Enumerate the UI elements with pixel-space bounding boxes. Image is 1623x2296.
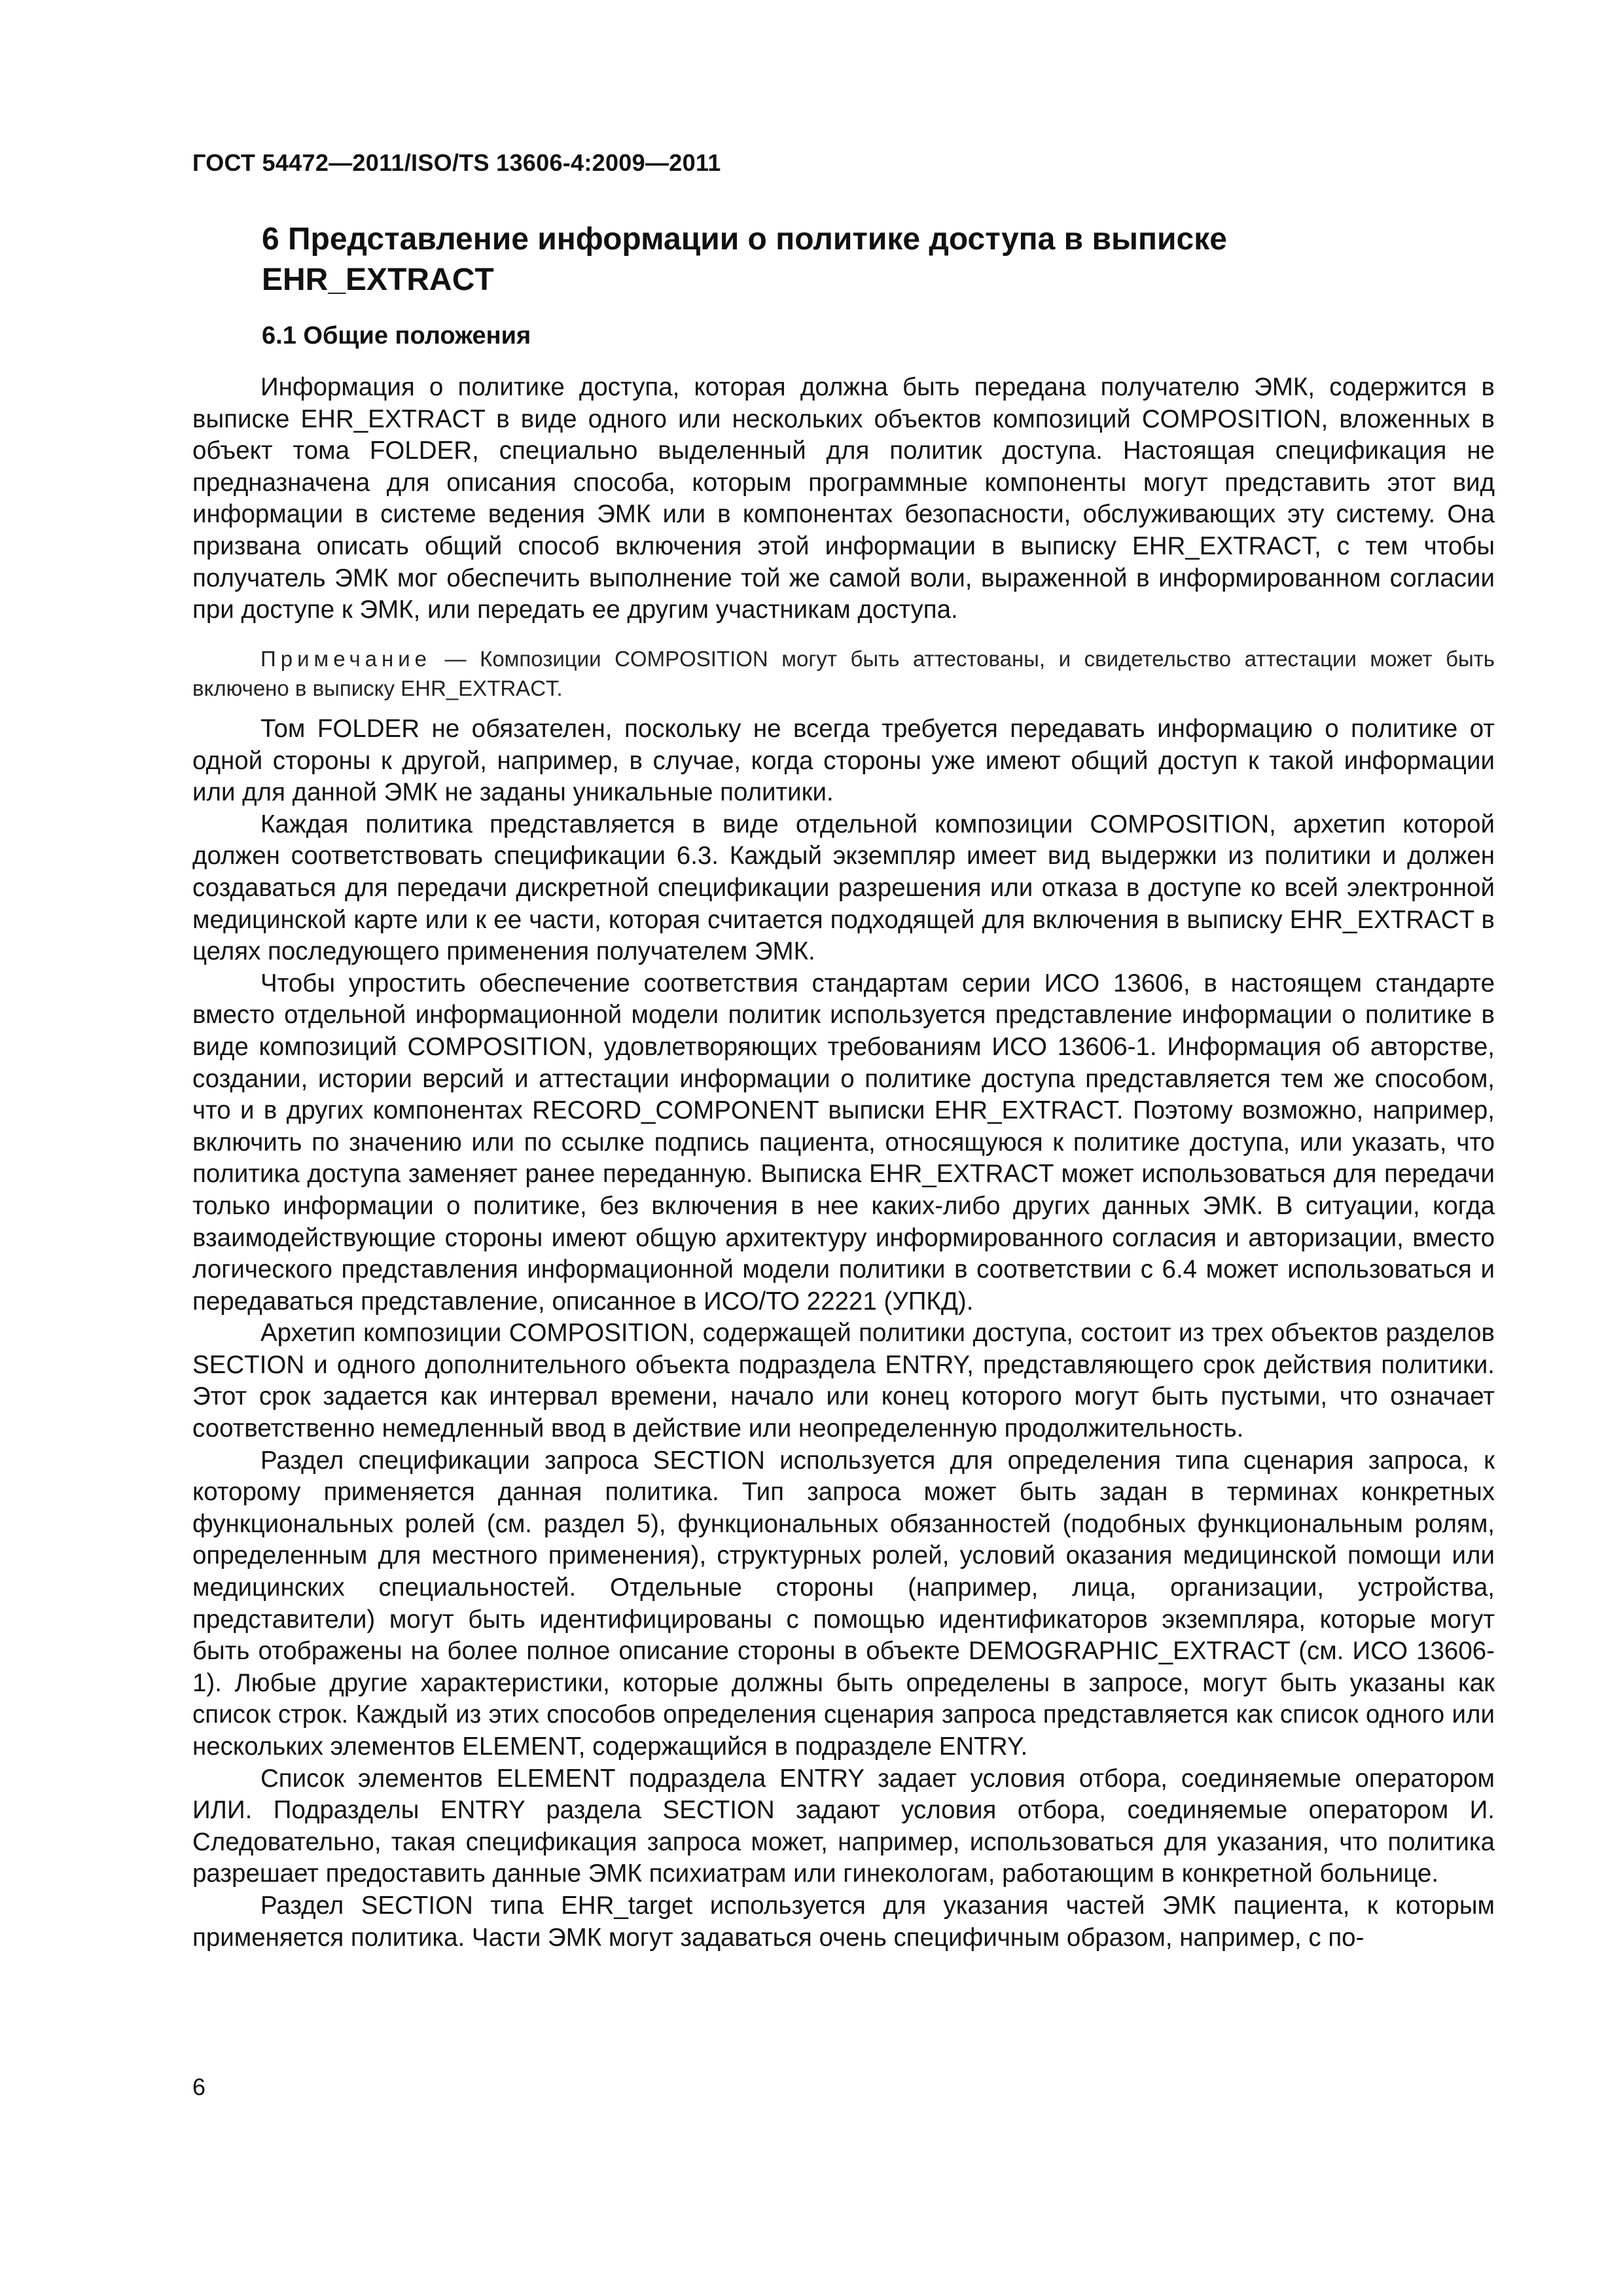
paragraph-3: Каждая политика представляется в виде отдельной композиции COMPOSITION, архетип которой должен соответствовать спецификации 6.3. Каждый экземпляр имеет вид выдержки из политики и должен создаваться для передачи дискретной спецификации разрешения или отказа в доступе ко всей электронной медицинской карте или к ее части, которая считается подходящей для включения в выписку EHR_EXTRACT в целях последующего применения получателем ЭМК. <box>192 810 1495 966</box>
subsection-title: 6.1 Общие положения <box>262 322 531 350</box>
note-paragraph <box>192 644 1495 703</box>
paragraph-5: Архетип композиции COMPOSITION, содержащей политики доступа, состоит из трех объектов разделов SECTION и одного дополнительного объекта подраздела ENTRY, представляющего срок действия политики. Этот срок задается как интервал времени, начало или конец которого могут быть пустыми, что означает соответственно немедленный ввод в действие или неопределенную продолжительность. <box>192 1319 1495 1443</box>
paragraph-8: Раздел SECTION типа EHR_target используется для указания частей ЭМК пациента, к которым применяется политика. Части ЭМК могут задаваться очень специфичным образом, например, с по- <box>192 1891 1495 1952</box>
intro-block <box>192 372 1495 626</box>
document-code-header: ГОСТ 54472—2011/ISO/TS 13606-4:2009—2011 <box>192 149 721 176</box>
main-text-block <box>192 713 1495 1954</box>
note-text: — Композиции COMPOSITION могут быть аттестованы, и свидетельство аттестации может быть включено в выписку EHR_EXTRACT. <box>192 647 1495 700</box>
section-title: 6 Представление информации о политике доступа в выписке EHR_EXTRACT <box>262 222 1227 297</box>
paragraph-6: Раздел спецификации запроса SECTION используется для определения типа сценария запроса, к которому применяется данная политика. Тип запроса может быть задан в терминах конкретных функциональных ролей (см. раздел 5), функциональных обязанностей (подобных функциональным ролям, определенным для местного применения), структурных ролей, условий оказания медицинской помощи или медицинских специальностей. Отдельные стороны (например, лица, организации, устройства, представители) могут быть идентифицированы с помощью идентификаторов экземпляра, которые могут быть отображены на более полное описание стороны в объекте DEMOGRAPHIC_EXTRACT (см. ИСО 13606-1). Любые другие характеристики, которые должны быть определены в запросе, могут быть указаны как список строк. Каждый из этих способов определения сценария запроса представляется как список одного или нескольких элементов ELEMENT, содержащийся в подразделе ENTRY. <box>192 1446 1495 1761</box>
page-number: 6 <box>192 2073 206 2100</box>
note-label: Примечание <box>260 647 432 671</box>
paragraph-7: Список элементов ELEMENT подраздела ENTRY задает условия отбора, соединяемые оператором ИЛИ. Подразделы ENTRY раздела SECTION задают условия отбора, соединяемые оператором И. Следовательно, такая спецификация запроса может, например, использоваться для указания, что политика разрешает предоставить данные ЭМК психиатрам или гинекологам, работающим в конкретной больнице. <box>192 1764 1495 1888</box>
paragraph-1: Информация о политике доступа, которая должна быть передана получателю ЭМК, содержится в выписке EHR_EXTRACT в виде одного или нескольких объектов композиций COMPOSITION, вложенных в объект тома FOLDER, специально выделенный для политик доступа. Настоящая спецификация не предназначена для описания способа, которым программные компоненты могут представить этот вид информации в системе ведения ЭМК или в компонентах безопасности, обслуживающих эту систему. Она призвана описать общий способ включения этой информации в выписку EHR_EXTRACT, с тем чтобы получатель ЭМК мог обеспечить выполнение той же самой воли, выраженной в информированном согласии при доступе к ЭМК, или передать ее другим участникам доступа. <box>192 373 1495 624</box>
paragraph-2: Том FOLDER не обязателен, поскольку не всегда требуется передавать информацию о политике от одной стороны к другой, например, в случае, когда стороны уже имеют общий доступ к такой информации или для данной ЭМК не заданы уникальные политики. <box>192 715 1495 807</box>
paragraph-4: Чтобы упростить обеспечение соответствия стандартам серии ИСО 13606, в настоящем стандарте вместо отдельной информационной модели политик используется представление информации о политике в виде композиций COMPOSITION, удовлетворяющих требованиям ИСО 13606-1. Информация об авторстве, создании, истории версий и аттестации информации о политике доступа представляется тем же способом, что и в других компонентах RECORD_COMPONENT выписки EHR_EXTRACT. Поэтому возможно, например, включить по значению или по ссылке подпись пациента, относящуюся к политике доступа, или указать, что политика доступа заменяет ранее переданную. Выписка EHR_EXTRACT может использоваться для передачи только информации о политике, без включения в нее каких-либо других данных ЭМК. В ситуации, когда взаимодействующие стороны имеют общую архитектуру информированного согласия и авторизации, вместо логического представления информационной модели политики в соответствии с 6.4 может использоваться и передаваться представление, описанное в ИСО/ТО 22221 (УПКД). <box>192 969 1495 1316</box>
note-block <box>192 644 1495 703</box>
